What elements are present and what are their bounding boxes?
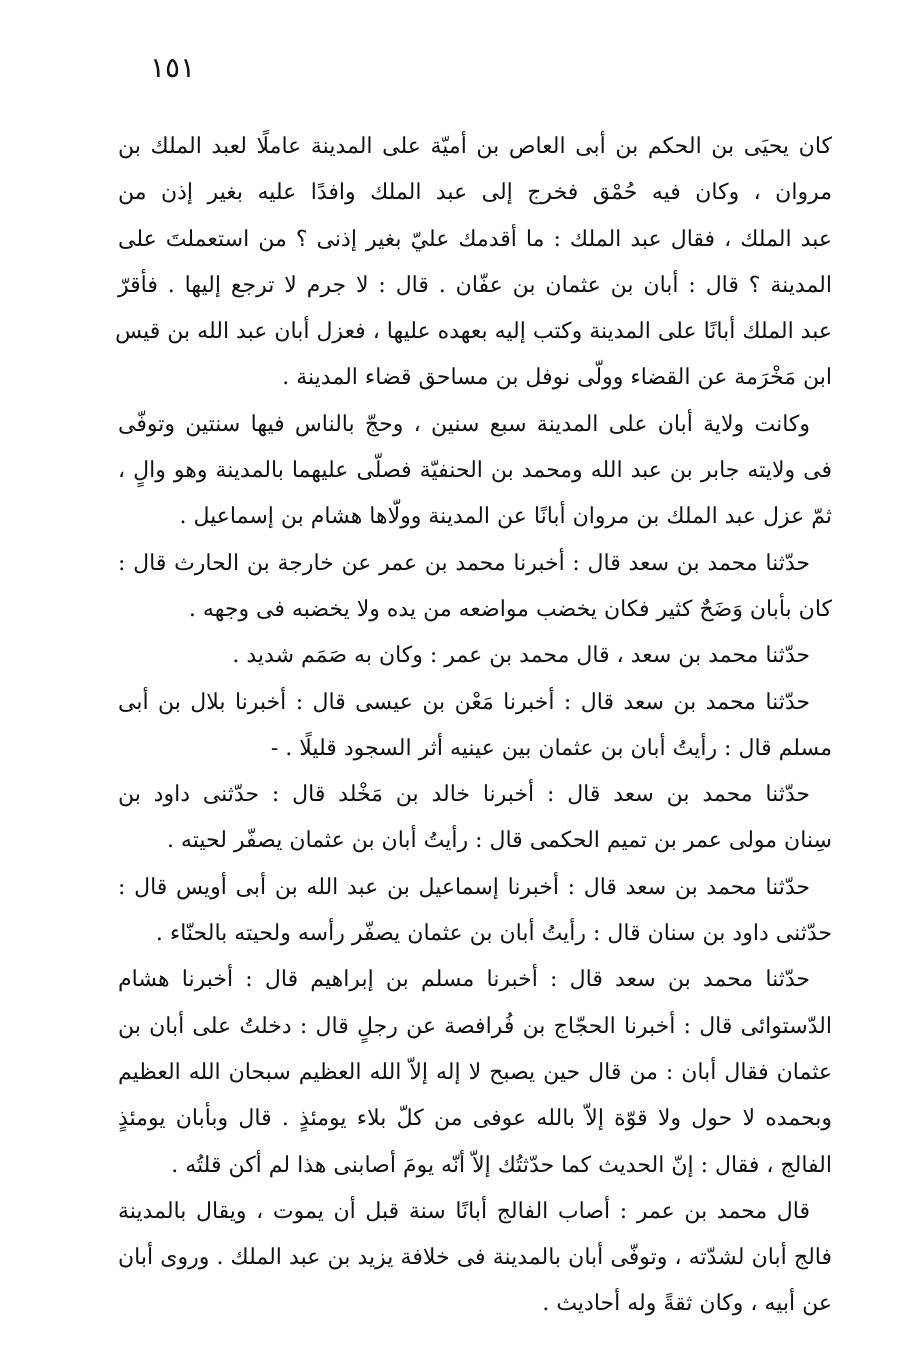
- text-line: فى ولايته جابر بن عبد الله ومحمد بن الحنفيّة فصلّى عليهما بالمدينة وهو والٍ ،: [118, 458, 832, 484]
- text-line: المدينة ؟ قال : أبان بن عثمان بن عفّان . قال : لا جرم لا ترجع إليها . فأقرّ: [118, 272, 832, 298]
- text-line: حدّثنى داود بن سنان قال : رأيتُ أبان بن عثمان يصفّر رأسه ولحيته بالحنّاء .: [155, 921, 832, 947]
- text-line: عبد الملك ، فقال عبد الملك : ما أقدمك عليّ بغير إذنى ؟ من استعملتَ على: [118, 226, 832, 252]
- text-line: حدّثنا محمد بن سعد قال : أخبرنا خالد بن مَخْلد قال : حدّثنى داود بن: [118, 782, 810, 808]
- page-number: ١٥١: [150, 51, 196, 84]
- text-line: عثمان فقال أبان : من قال حين يصبح لا إله إلاّ الله العظيم سبحان الله العظيم: [118, 1059, 832, 1085]
- text-line: وبحمده لا حول ولا قوّة إلاّ بالله عوفى من كلّ بلاء يومئذٍ . قال وبأبان يومئذٍ: [118, 1106, 832, 1132]
- body-text: [115, 124, 832, 1328]
- text-line: حدّثنا محمد بن سعد قال : أخبرنا مسلم بن إبراهيم قال : أخبرنا هشام: [118, 967, 810, 993]
- text-line: كان بأبان وَضَحٌ كثير فكان يخضب مواضعه من يده ولا يخضبه فى وجهه .: [188, 596, 832, 622]
- paragraph: [118, 1189, 832, 1328]
- text-line: عن أبيه ، وكان ثقةً وله أحاديث .: [542, 1291, 832, 1317]
- text-line: الفالج ، فقال : إنّ الحديث كما حدّثتُك إلاّ أنّه يومَ أصابنى هذا لم أكن قلتُه .: [171, 1152, 832, 1178]
- text-line: قال محمد بن عمر : أصاب الفالج أبانًا سنة قبل أن يموت ، ويقال بالمدينة: [118, 1198, 810, 1224]
- paragraph: [118, 680, 832, 773]
- text-line: حدّثنا محمد بن سعد قال : أخبرنا محمد بن عمر عن خارجة بن الحارث قال :: [118, 550, 810, 576]
- text-line: حدّثنا محمد بن سعد قال : أخبرنا إسماعيل بن عبد الله بن أبى أويس قال :: [118, 874, 810, 900]
- text-line: فالج أبان لشدّته ، وتوفّى أبان بالمدينة فى خلافة يزيد بن عبد الملك . وروى أبان: [118, 1245, 832, 1271]
- text-line: سِنان مولى عمر بن تميم الحكمى قال : رأيتُ أبان بن عثمان يصفّر لحيته .: [166, 828, 832, 854]
- text-line: عبد الملك أبانًا على المدينة وكتب إليه بعهده عليها ، فعزل أبان عبد الله بن قيس: [115, 319, 832, 345]
- text-line: حدّثنا محمد بن سعد ، قال محمد بن عمر : وكان به صَمَم شديد .: [232, 643, 810, 669]
- paragraph: [115, 124, 832, 402]
- text-line: الدّستوائى قال : أخبرنا الحجّاج بن فُرافصة عن رجلٍ قال : دخلتُ على أبان بن: [118, 1013, 832, 1039]
- text-line: مروان ، وكان فيه حُمْق فخرج إلى عبد الملك وافدًا عليه بغير إذن من: [118, 180, 832, 206]
- paragraph: [118, 541, 832, 634]
- text-line: وكانت ولاية أبان على المدينة سبع سنين ، وحجّ بالناس فيها سنتين وتوفّى: [118, 411, 810, 437]
- text-line: حدّثنا محمد بن سعد قال : أخبرنا مَعْن بن عيسى قال : أخبرنا بلال بن أبى: [118, 689, 810, 715]
- paragraph: [118, 957, 832, 1188]
- text-line: ابن مَخْرَمة عن القضاء وولّى نوفل بن مساحق قضاء المدينة .: [282, 365, 832, 391]
- text-line: كان يحيَى بن الحكم بن أبى العاص بن أميّة على المدينة عاملًا لعبد الملك بن: [118, 134, 832, 159]
- text-line: ثمّ عزل عبد الملك بن مروان أبانًا عن المدينة وولّاها هشام بن إسماعيل .: [179, 504, 832, 530]
- paragraph: [118, 633, 832, 679]
- paragraph: [118, 402, 832, 541]
- paragraph: [118, 772, 832, 865]
- paragraph: [118, 865, 832, 958]
- text-line: مسلم قال : رأيتُ أبان بن عثمان بين عينيه أثر السجود قليلًا . -: [270, 735, 832, 761]
